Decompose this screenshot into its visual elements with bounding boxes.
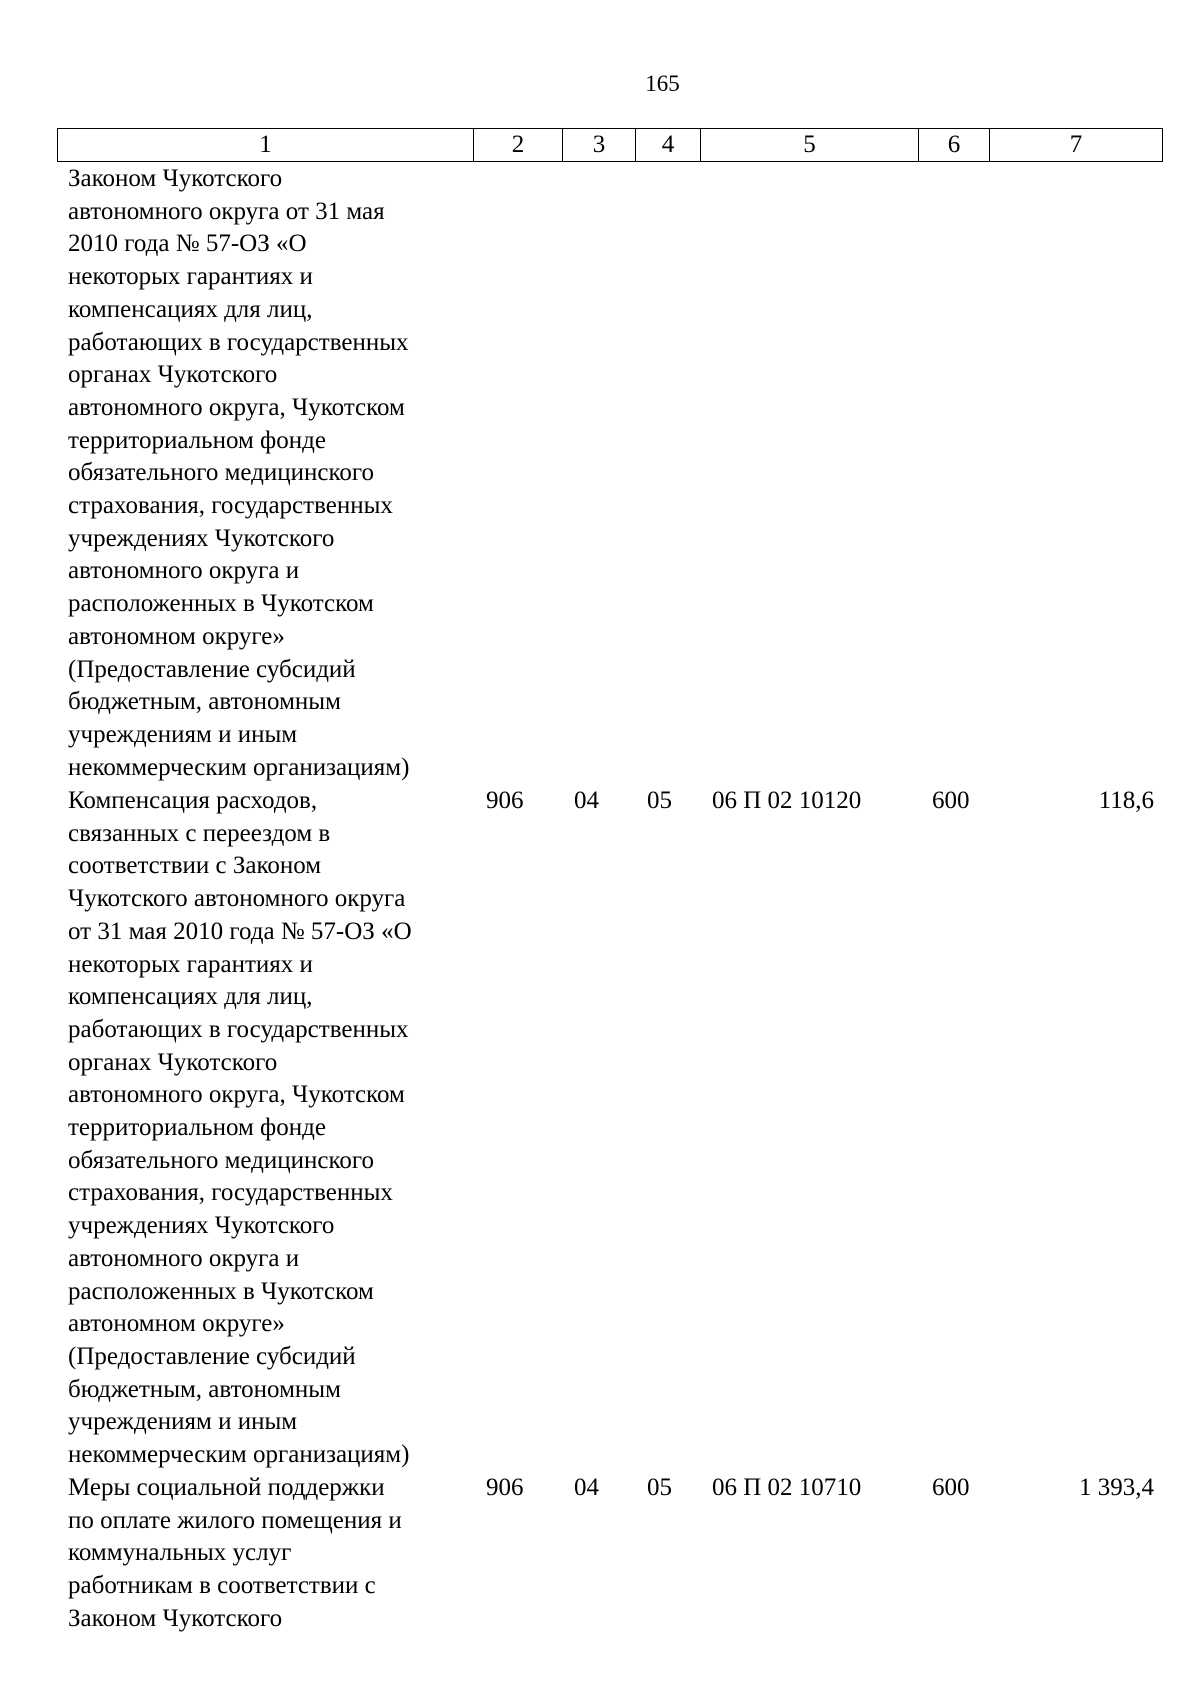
- column-header-2: 2: [474, 129, 563, 162]
- column-header-1: 1: [58, 129, 474, 162]
- column-header-4: 4: [636, 129, 701, 162]
- cell-target-item: 06 П 02 10120: [712, 787, 862, 814]
- table-header: [57, 128, 1163, 162]
- cell-subsection: 05: [647, 1474, 672, 1501]
- cell-code: 906: [486, 1474, 524, 1501]
- header-row: [58, 129, 1163, 162]
- cell-amount: 118,6: [1098, 787, 1154, 814]
- page-number: 165: [645, 71, 680, 96]
- table-row-text: Меры социальной поддержки по оплате жилого помещения и коммунальных услуг работникам в соответствии с Законом Чукотского: [68, 1474, 402, 1632]
- cell-amount: 1 393,4: [1079, 1474, 1154, 1501]
- cell-subsection: 05: [647, 787, 672, 814]
- table-row-text: Компенсация расходов, связанных с переездом в соответствии с Законом Чукотского автономного округа от 31 мая 2010 года № 57-ОЗ «О некоторых гарантиях и компенсациях для лиц, работающих в государственных органах Чукотского автономного округа, Чукотском территориальном фонде обязательного медицинского страхования, государственных учреждениях Чукотского автономного округа и расположенных в Чукотском автономном округе» (Предоставление субсидий бюджетным, автономным учреждениям и иным некоммерческим организациям): [68, 787, 412, 1469]
- column-header-7: 7: [990, 129, 1163, 162]
- column-header-6: 6: [919, 129, 990, 162]
- cell-expense-type: 600: [932, 1474, 970, 1501]
- cell-expense-type: 600: [932, 787, 970, 814]
- cell-section: 04: [574, 787, 599, 814]
- column-header-5: 5: [701, 129, 919, 162]
- cell-section: 04: [574, 1474, 599, 1501]
- cell-code: 906: [486, 787, 524, 814]
- table-row-text: Законом Чукотского автономного округа от 31 мая 2010 года № 57-ОЗ «О некоторых гарантиях и компенсациях для лиц, работающих в государственных органах Чукотского автономного округа, Чукотском территориальном фонде обязательного медицинского страхования, государственных учреждениях Чукотского автономного округа и расположенных в Чукотском автономном округе» (Предоставление субсидий бюджетным, автономным учреждениям и иным некоммерческим организациям): [68, 165, 410, 781]
- cell-target-item: 06 П 02 10710: [712, 1474, 862, 1501]
- column-header-3: 3: [563, 129, 636, 162]
